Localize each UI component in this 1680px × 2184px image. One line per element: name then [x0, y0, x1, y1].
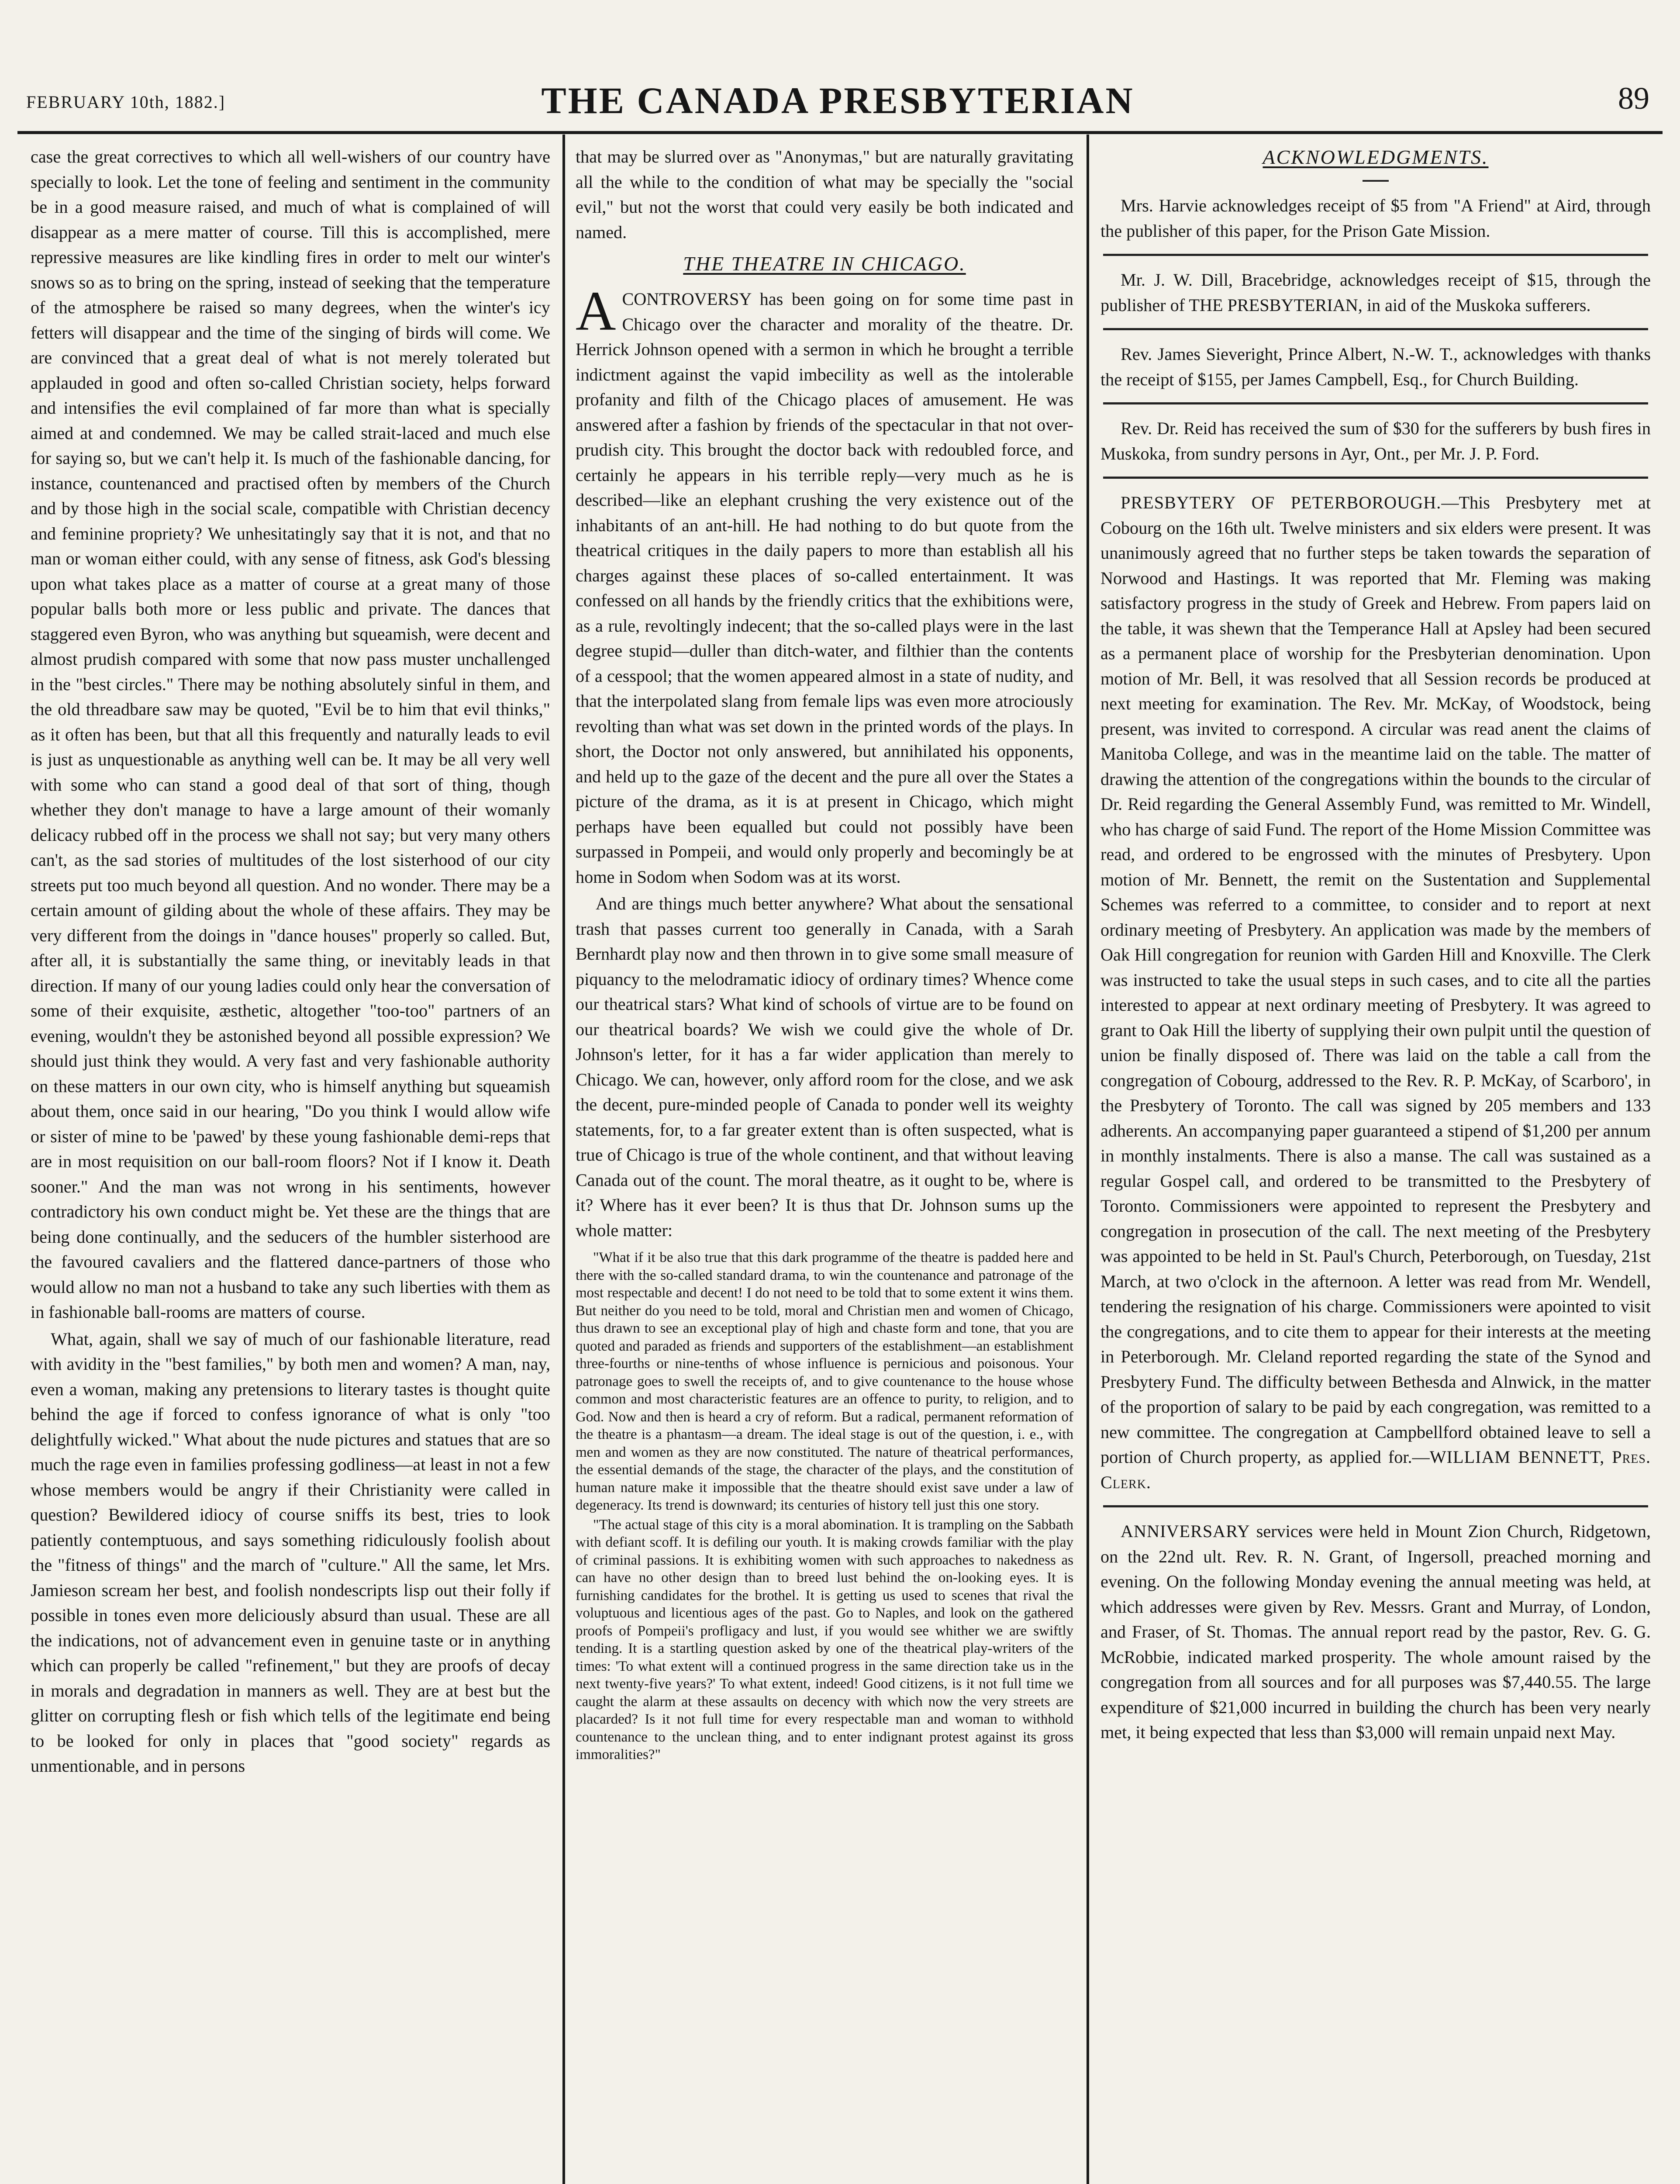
column-2 [576, 144, 1073, 1766]
report-lead: PRESBYTERY OF PETERBOROUGH. [1121, 493, 1442, 512]
column-3 [1100, 144, 1651, 1747]
separator-rule [1103, 477, 1648, 479]
separator-rule [1103, 328, 1648, 330]
acknowledgment-item: Rev. Dr. Reid has received the sum of $30 for the sufferers by bush fires in Muskoka, from sundry persons in Ayr, Ont., per Mr. J. P. Ford. [1100, 418, 1651, 463]
masthead-title: THE CANADA PRESBYTERIAN [541, 79, 1135, 121]
title-rule [1363, 180, 1389, 182]
quote-paragraph: "The actual stage of this city is a moral abomination. It is trampling on the Sabbath with defiant scoff. It is defiling our youth. It is making crowds familiar with the play of criminal passions. It is exhibiting women with such approaches to nakedness as can have no other design than to breed lust behind the on-looking eyes. It is furnishing candidates for the brothel. It is getting us used to scenes that rival the voluptuous and licentious ages of the past. Go to Naples, and look on the gathered proofs of Pompeii's profligacy and lust, if you would see whither we are swiftly tending. It is a startling question asked by one of the theatrical play-writers of the times: 'To what extent will a continued progress in the same direction take us in the next twenty-five years?' To what extent, indeed! Good citizens, is it not full time we caught the alarm at these assaults on decency with which now the very streets are placarded? Is it not full time for every respectable man and woman to withhold countenance to the unclean thing, and to enter indignant protest against its gross immoralities?" [576, 1517, 1073, 1762]
continued-paragraph: that may be slurred over as "Anonymas," but are naturally gravitating all the while to the condition of what may be specially the "social evil," but not the worst that could very easily be both indicated and named. [576, 147, 1073, 242]
article-lead-paragraph [576, 280, 1073, 889]
report-text: —This Presbytery met at Cobourg on the 16th ult. Twelve ministers and six elders were present. It was unanimously agreed that no further steps be taken towards the separation of Norwood and Hastings. It was reported that Mr. Fleming was making satisfactory progress in the study of Greek and Hebrew. From papers laid on the table, it was shewn that the Temperance Hall at Apsley had been secured as a permanent place of worship for the Presbyterian denomination. Upon motion of Mr. Bell, it was resolved that all Session records be produced at next meeting for examination. The Rev. Mr. McKay, of Woodstock, being present, was invited to correspond. A circular was read anent the claims of Manitoba College, and was in the meantime laid on the table. The matter of drawing the attention of the congregations within the bounds to the circular of Dr. Reid regarding the General Assembly Fund, was remitted to Mr. Windell, who has charge of said Fund. The report of the Home Mission Committee was read, and ordered to be engrossed with the minutes of Presbytery. Upon motion of Mr. Bennett, the remit on the Sustentation and Supplemental Schemes was referred to a committee, to consider and to report at next ordinary meeting of Presbytery. An application was made by the members of Oak Hill congregation for reunion with Garden Hill and Knoxville. The Clerk was instructed to take the usual steps in such cases, and to cite all the parties interested to appear at next ordinary meeting of Presbytery. It was agreed to grant to Oak Hill the liberty of supplying their own pulpit until the question of union be finally disposed of. There was laid on the table a call from the congregation of Cobourg, addressed to the Rev. R. P. McKay, of Scarboro', in the Presbytery of Toronto. The call was signed by 205 members and 133 adherents. An accompanying paper guaranteed a stipend of $1,200 per annum in monthly instalments. There is also a manse. The call was sustained as a regular Gospel call, and ordered to be transmitted to the Presbytery of Toronto. Commissioners were appointed to represent the Presbytery and congregation in prosecution of the call. The next meeting of the Presbytery was appointed to be held in St. Paul's Church, Peterborough, on Tuesday, 21st March, at two o'clock in the afternoon. A letter was read from Mr. Wendell, tendering the resignation of his charge. Commissioners were apointed to visit the congregations, and to cite them to appear for their interests at the meeting in Peterborough. Mr. Cleland reported regarding the state of the Synod and Presbytery Fund. The difficulty between Bethesda and Alnwick, in the matter of the proportion of salary to be paid by each congregation, was remitted to a new committee. The congregation at Campbellford obtained leave to sell a portion of Church property, as applied for.— [1100, 493, 1651, 1467]
anniversary-report [1100, 1519, 1651, 1745]
separator-rule [1103, 254, 1648, 256]
column-1 [31, 144, 550, 1780]
acknowledgment-item: Mr. J. W. Dill, Bracebridge, acknowledges receipt of $15, through the publisher of THE PRESBYTERIAN, in aid of the Muskoka sufferers. [1100, 270, 1651, 315]
separator-rule [1103, 1505, 1648, 1507]
presbytery-report [1100, 490, 1651, 1495]
running-head [26, 74, 1649, 122]
report-signature: WILLIAM BENNETT, Pres. Clerk. [1100, 1447, 1651, 1492]
acknowledgments-title-text: ACKNOWLEDGMENTS. [1263, 146, 1489, 168]
acknowledgments-title [1100, 144, 1651, 170]
drop-cap: A [576, 280, 616, 342]
report-lead: ANNIVERSARY [1121, 1521, 1250, 1541]
column-divider [1087, 135, 1089, 2184]
block-quote [576, 1249, 1073, 1764]
page-number: 89 [1618, 81, 1649, 116]
report-text: services were held in Mount Zion Church, Ridgetown, on the 22nd ult. Rev. R. N. Grant, of Ingersoll, preached morning and evening. On the following Monday evening the annual meeting was held, at which addresses were given by Rev. Messrs. Grant and Murray, of London, and Fraser, of St. Thomas. The annual report read by the pastor, Rev. G. G. McRobbie, indicated marked prosperity. The whole amount raised by the congregation from all sources and for all purposes was $7,440.55. The large expenditure of $21,000 incurred in building the church has been very nearly met, it being expected that less than $3,000 will remain unpaid next May. [1100, 1521, 1651, 1742]
paragraph: What, again, shall we say of much of our fashionable literature, read with avidity in the "best families," by both men and women? A man, nay, even a woman, making any pretensions to literary tastes is thought quite behind the age if forced to confess ignorance of what is only "too delightfully wicked." What about the nude pictures and statues that are so much the rage even in families professing godliness—at least in not a few whose members would be angry if their Christianity were called in question? Bewildered idiocy of course sniffs its best, tries to look patiently contemptuous, and says something ridiculously foolish about the "fitness of things" and the march of "culture." All the same, let Mrs. Jamieson scream her best, and foolish nondescripts lisp out their folly if possible in tones even more deliciously absurd than usual. These are all the indications, not of advancement even in genuine taste or in anything which can properly be called "refinement," but they are proofs of decay in morals and degradation in manners as well. They are at best but the glitter on corrupting flesh or fish which tells of the legitimate end being to be looked for only in places that "good society" regards as unmentionable, and in persons [31, 1329, 550, 1776]
acknowledgment-item: Rev. James Sieveright, Prince Albert, N.-W. T., acknowledges with thanks the receipt of $155, per James Campbell, Esq., for Church Building. [1100, 344, 1651, 389]
lead-text: CONTROVERSY has been going on for some time past in Chicago over the character and morality of the theatre. Dr. Herrick Johnson opened with a sermon in which he brought a terrible indictment against the vapid imbecility as well as the intolerable profanity and filth of the Chicago places of amusement. He was answered after a fashion by friends of the spectacular in that not over-prudish city. This brought the doctor back with redoubled force, and certainly he appears in his terrible reply—very much as he is described—like an elephant crushing the very existence out of the inhabitants of an ant-hill. He had nothing to do but quote from the theatrical critiques in the daily papers to more than establish all his charges against these places of so-called entertainment. It was confessed on all hands by the friendly critics that the exhibitions were, as a rule, revoltingly indecent; that the so-called plays were in the last degree stupid—duller than ditch-water, and filthier than the contents of a cesspool; that the women appeared almost in a state of nudity, and that the interpolated slang from female lips was even more atrociously revolting than what was set down in the printed words of the plays. In short, the Doctor not only answered, but annihilated his opponents, and held up to the gaze of the decent and the pure all over the States a picture of the drama, as it is at present in Chicago, which might perhaps have been equalled but could not possibly have been surpassed in Pompeii, and would only properly and becomingly be at home in Sodom when Sodom was at its worst. [576, 289, 1073, 887]
paragraph: And are things much better anywhere? What about the sensational trash that passes current too generally in Canada, with a Sarah Bernhardt play now and then thrown in to give some small measure of piquancy to the melodramatic idiocy of ordinary times? Whence come our theatrical stars? What kind of schools of virtue are to be found on our theatrical boards? We wish we could give the whole of Dr. Johnson's letter, for it has a far wider application than merely to Chicago. We can, however, only afford room for the close, and we ask the decent, pure-minded people of Canada to ponder well its weighty statements, for, to a far greater extent than is often suspected, what is true of Chicago is true of the whole continent, and that without leaving Canada out of the count. The moral theatre, as it ought to be, where is it? Where has it ever been? It is thus that Dr. Johnson sums up the whole matter: [576, 894, 1073, 1240]
quote-paragraph: "What if it be also true that this dark programme of the theatre is padded here and there with the so-called standard drama, to win the countenance and patronage of the most respectable and decent! I do not need to be told that to some extent it wins them. But neither do you need to be told, moral and Christian men and women of Chicago, thus drawn to see an exceptional play of high and chaste form and tone, that you are quoted and paraded as friends and supporters of the establishment—an establishment three-fourths or nine-tenths of whose influence is pernicious and poisonous. Your patronage goes to swell the receipts of, and to give countenance to the house whose common and most characteristic features are an offence to purity, to religion, and to God. Now and then is heard a cry of reform. But a radical, permanent reformation of the theatre is a phantasm—a dream. The ideal stage is out of the question, i. e., with men and women as they are now constituted. The nature of theatrical performances, the essential demands of the stage, the character of the plays, and the constitution of human nature make it impossible that the theatre should exist save under a law of degeneracy. Its trend is downward; its centuries of history tell just this one story. [576, 1250, 1073, 1513]
acknowledgment-item: Mrs. Harvie acknowledges receipt of $5 from "A Friend" at Aird, through the publisher of this paper, for the Prison Gate Mission. [1100, 196, 1651, 241]
header-rule [17, 131, 1663, 134]
article-title-text: THE THEATRE IN CHICAGO. [683, 252, 966, 275]
column-divider [562, 135, 565, 2184]
paragraph: case the great correctives to which all well-wishers of our country have specially to look. Let the tone of feeling and sentiment in the community be in a good measure raised, and much of what is complained of will disappear as a mere matter of course. Till this is accomplished, mere repressive measures are like kindling fires in order to melt our winter's snows so as to bring on the spring, instead of seeking that the temperature of the atmosphere be raised so many degrees, when the winter's icy fetters will disappear and the time of the singing of birds will come. We are convinced that a great deal of what is not merely tolerated but applauded in good and often so-called Christian society, helps forward and intensifies the evil complained of far more than what is specially aimed at and condemned. We may be called strait-laced and much else for saying so, but we can't help it. Is much of the fashionable dancing, for instance, countenanced and practised often by members of the Church and by those high in the social scale, compatible with Christian decency and feminine propriety? We unhesitatingly say that it is not, and that no man or woman either could, with any sense of fitness, ask God's blessing upon what takes place as a matter of course at a great many of those popular balls both more or less public and private. The dances that staggered even Byron, who was anything but squeamish, were decent and almost prudish compared with some that now pass muster unchallenged in the "best circles." There may be nothing absolutely sinful in them, and the old threadbare saw may be quoted, "Evil be to him that evil thinks," as it often has been, but that all this frequently and naturally leads to evil is just as unquestionable as anything well can be. It may be all very well with some who can stand a good deal of that sort of thing, though whether they don't manage to have a large amount of their womanly delicacy rubbed off in the process we shall not say; but very many others can't, as the sad stories of multitudes of the lost sisterhood of our city streets put too much beyond all question. And no wonder. There may be a certain amount of gilding about the whole of these affairs. They may be very different from the doings in "dance houses" properly so called. But, after all, it is substantially the same thing, or inevitably leads in that direction. If many of our young ladies could only hear the conversation of some of their exquisite, æsthetic, altogether "too-too" partners of an evening, wouldn't they be astonished beyond all possible expression? We should just think they would. A very fast and very fashionable authority on these matters in our own city, who is himself anything but squeamish about them, once said in our hearing, "Do you think I would allow wife or sister of mine to be 'pawed' by these young fashionable demi-reps that are in most requisition on our ball-room floors? Not if I know it. Death sooner." And the man was not wrong in his sentiments, however contradictory his own conduct might be. Yet these are the things that are being done continually, and the seducers of the humbler sisterhood are the favoured cavaliers and the flattered dance-partners of those who would allow no man not a husband to take any such liberties with them as in fashionable ball-rooms are matters of course. [31, 147, 550, 1322]
article-title [576, 251, 1073, 277]
issue-date: FEBRUARY 10th, 1882.] [26, 92, 226, 112]
separator-rule [1103, 402, 1648, 404]
